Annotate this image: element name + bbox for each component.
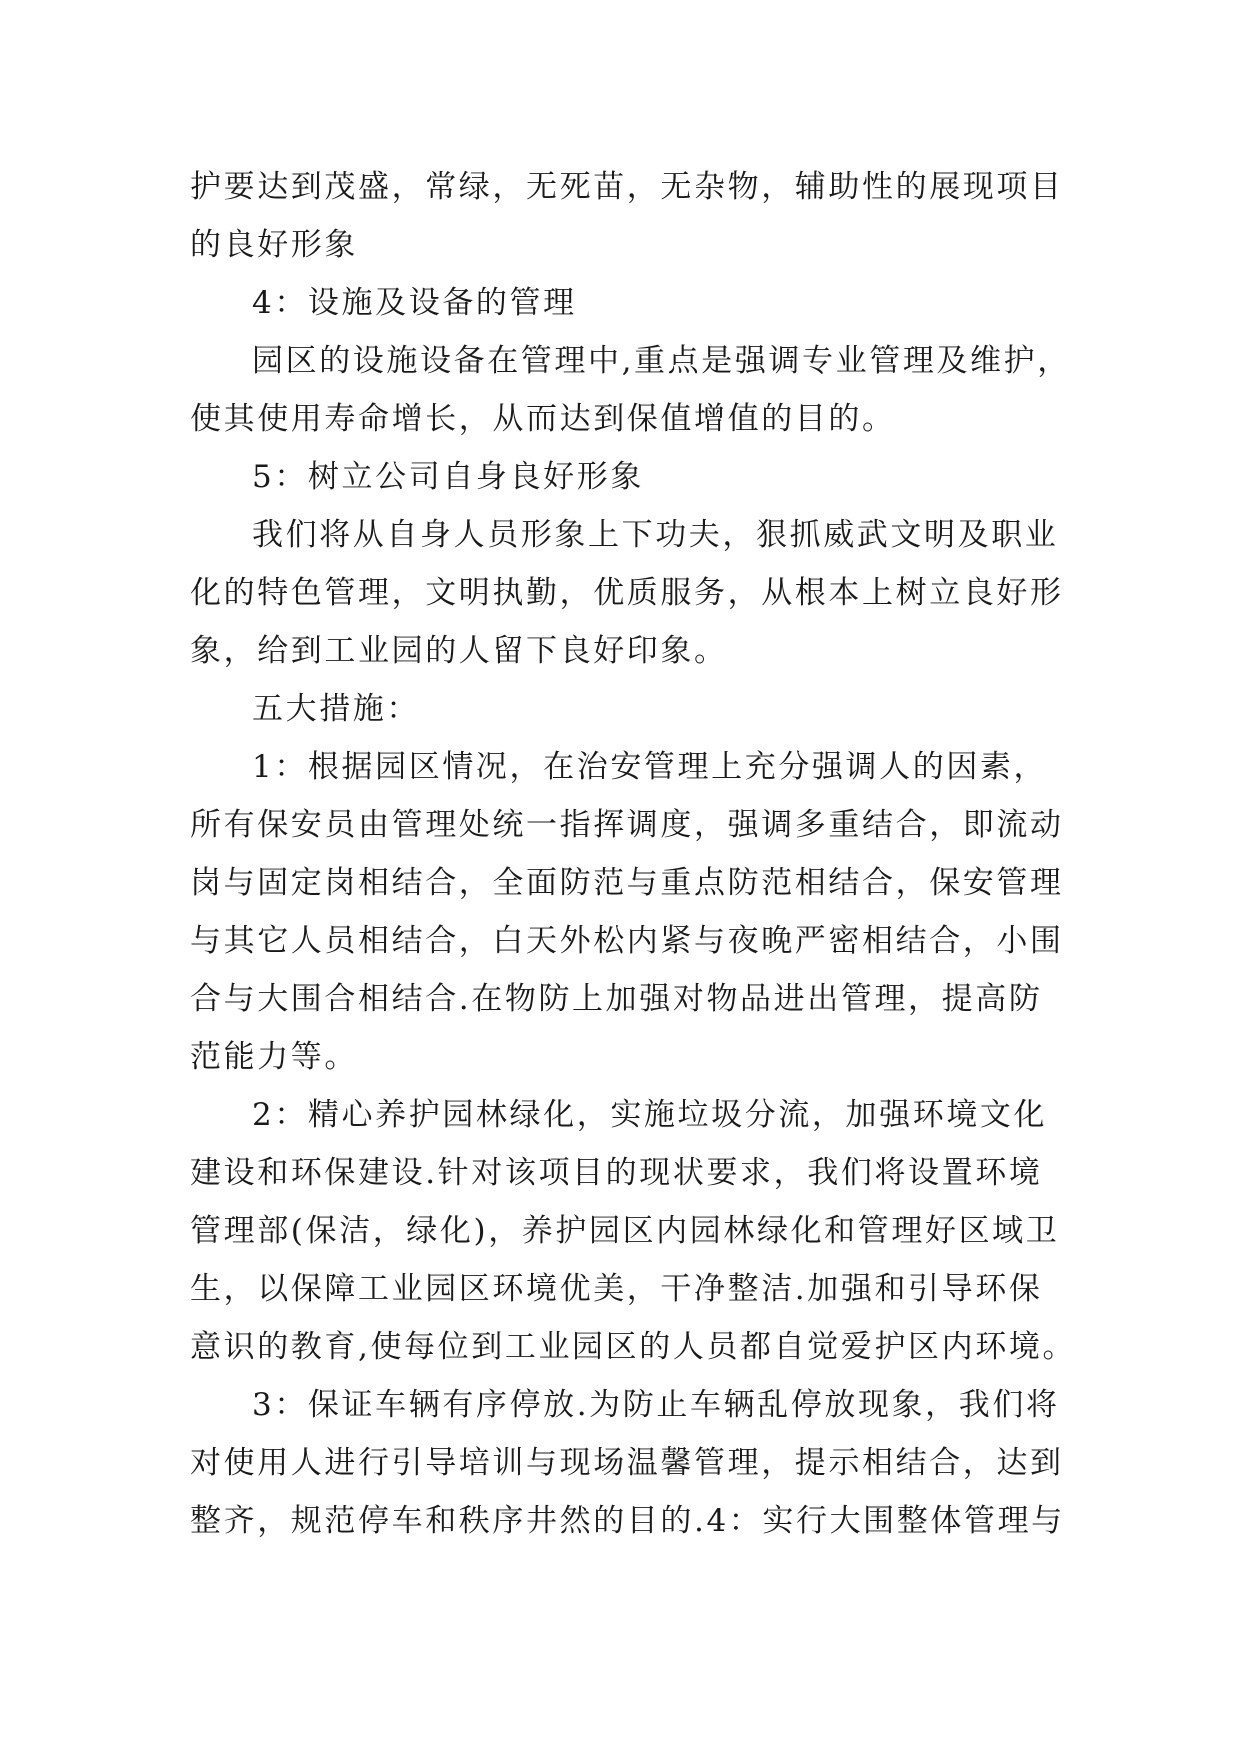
text-line: 建设和环保建设.针对该项目的现状要求，我们将设置环境	[190, 1155, 1043, 1191]
text-line: 使其使用寿命增长，从而达到保值增值的目的。	[190, 401, 896, 437]
section-heading: 4：设施及设备的管理	[252, 285, 577, 321]
text-line: 象，给到工业园的人留下良好印象。	[190, 633, 728, 669]
text-line: 对使用人进行引导培训与现场温馨管理，提示相结合，达到	[190, 1445, 1064, 1481]
text-line: 化的特色管理，文明执勤，优质服务，从根本上树立良好形	[190, 575, 1064, 611]
text-line: 意识的教育,使每位到工业园区的人员都自觉爱护区内环境。	[190, 1329, 1077, 1365]
document-body	[190, 158, 1077, 1550]
text-line: 岗与固定岗相结合，全面防范与重点防范相结合，保安管理	[190, 865, 1064, 901]
paragraph-start: 2：精心养护园林绿化，实施垃圾分流，加强环境文化	[252, 1097, 1048, 1133]
text-line: 与其它人员相结合，白天外松内紧与夜晚严密相结合，小围	[190, 923, 1064, 959]
text-line: 整齐，规范停车和秩序井然的目的.4：实行大围整体管理与	[190, 1503, 1065, 1539]
text-line: 生，以保障工业园区环境优美，干净整洁.加强和引导环保	[190, 1271, 1043, 1307]
text-line: 合与大围合相结合.在物防上加强对物品进出管理，提高防	[190, 981, 1043, 1017]
text-line: 所有保安员由管理处统一指挥调度，强调多重结合，即流动	[190, 807, 1064, 843]
paragraph-start: 1：根据园区情况，在治安管理上充分强调人的因素，	[252, 749, 1048, 785]
paragraph-start: 我们将从自身人员形象上下功夫，狠抓威武文明及职业	[252, 517, 1059, 553]
text-line: 的良好形象	[190, 227, 358, 263]
section-heading: 5：树立公司自身良好形象	[252, 459, 644, 495]
paragraph-start: 园区的设施设备在管理中,重点是强调专业管理及维护，	[252, 343, 1071, 379]
text-line: 护要达到茂盛，常绿，无死苗，无杂物，辅助性的展现项目	[190, 169, 1064, 205]
paragraph-start: 3：保证车辆有序停放.为防止车辆乱停放现象，我们将	[252, 1387, 1060, 1423]
text-line: 管理部(保洁，绿化)，养护园区内园林绿化和管理好区域卫	[190, 1213, 1060, 1249]
section-heading: 五大措施：	[252, 691, 420, 727]
text-line: 范能力等。	[190, 1039, 358, 1075]
